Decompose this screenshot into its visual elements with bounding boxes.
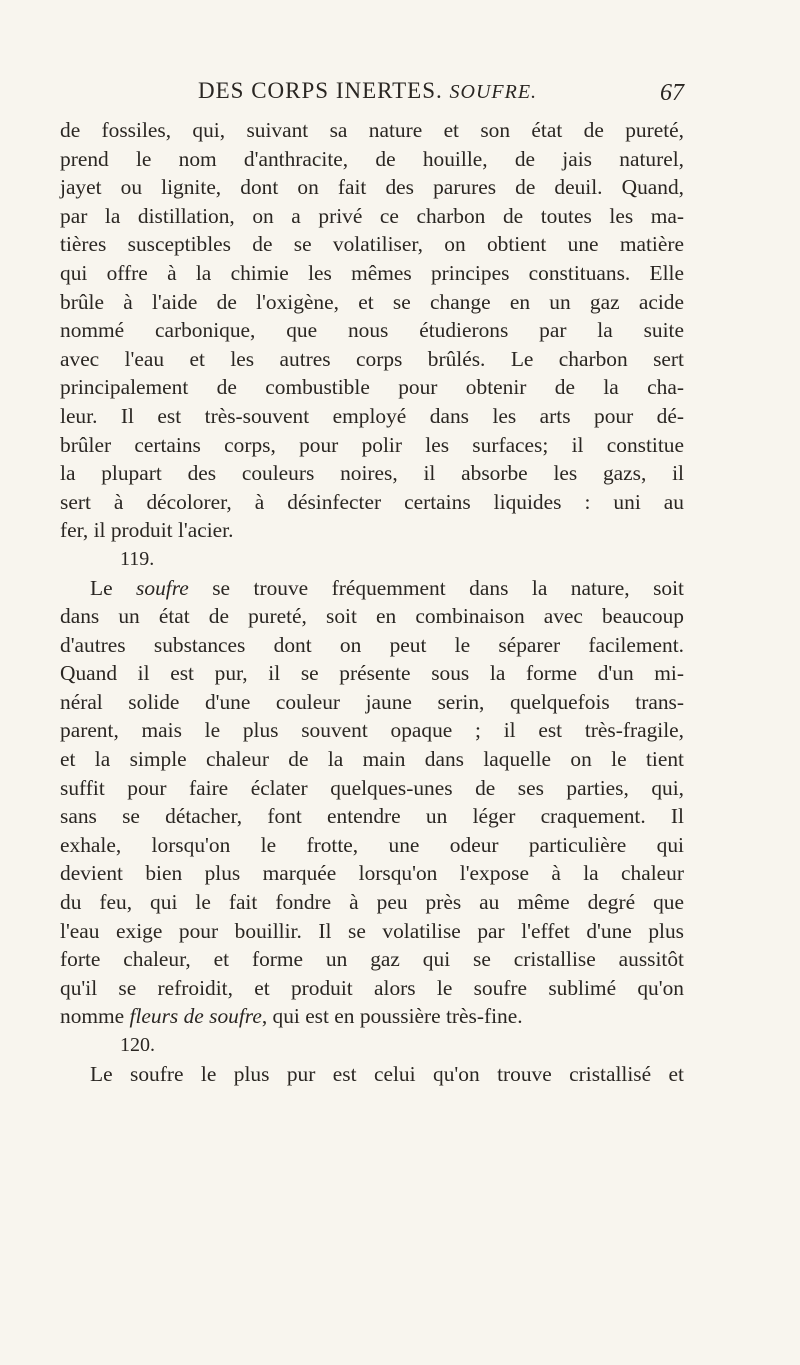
text-segment: nomme [60, 1004, 130, 1029]
page-header [58, 78, 684, 110]
paragraph-soufre-cristallise [60, 1060, 684, 1089]
running-head [198, 78, 537, 104]
running-head-subject: SOUFRE. [449, 81, 538, 103]
text-line: brûle à l'aide de l'oxigène, et se change en un gaz acide [60, 289, 684, 314]
text-line: brûler certains corps, pour polir les surfaces; il constitue [60, 432, 684, 457]
text-line [60, 1002, 684, 1031]
text-line: qu'il se refroidit, et produit alors le soufre sublimé qu'on [60, 975, 684, 1000]
paragraph-charbon [60, 116, 684, 545]
text-line: fer, il produit l'acier. [60, 518, 234, 543]
text-line: devient bien plus marquée lorsqu'on l'expose à la chaleur [60, 861, 684, 886]
text-line: l'eau exige pour bouillir. Il se volatilise par l'effet d'une plus [60, 918, 684, 943]
italic-term-fleurs-de-soufre: fleurs de soufre [129, 1004, 262, 1029]
text-line: principalement de combustible pour obtenir de la cha- [60, 375, 684, 400]
text-line: d'autres substances dont on peut le séparer facilement. [60, 632, 684, 657]
italic-term-soufre: soufre [136, 575, 189, 600]
text-line: et la simple chaleur de la main dans laquelle on le tient [60, 747, 684, 772]
text-line: par la distillation, on a privé ce charbon de toutes les ma- [60, 203, 684, 228]
text-line: nommé carbonique, que nous étudierons par la suite [60, 318, 684, 343]
text-line: qui offre à la chimie les mêmes principes constituans. Elle [60, 260, 684, 285]
text-line: de fossiles, qui, suivant sa nature et son état de pureté, [60, 118, 684, 142]
text-line: jayet ou lignite, dont on fait des parures de deuil. Quand, [60, 175, 684, 200]
text-line [60, 574, 684, 603]
section-number-120: 120. [120, 1034, 155, 1056]
text-line: dans un état de pureté, soit en combinaison avec beaucoup [60, 604, 684, 629]
text-line: leur. Il est très-souvent employé dans les arts pour dé- [60, 403, 684, 428]
text-line: sert à décolorer, à désinfecter certains liquides : uni au [60, 489, 684, 514]
running-head-title: DES CORPS INERTES. [198, 78, 443, 103]
text-line: tières susceptibles de se volatiliser, on obtient une matière [60, 232, 684, 257]
text-line: suffit pour faire éclater quelques-unes de ses parties, qui, [60, 775, 684, 800]
text-line: exhale, lorsqu'on le frotte, une odeur particulière qui [60, 832, 684, 857]
text-line: du feu, qui le fait fondre à peu près au même degré que [60, 890, 684, 915]
text-line: forte chaleur, et forme un gaz qui se cristallise aussitôt [60, 947, 684, 972]
paragraph-soufre [60, 574, 684, 1032]
text-line: prend le nom d'anthracite, de houille, de jais naturel, [60, 146, 684, 171]
text-segment: Le [90, 575, 137, 600]
text-line: la plupart des couleurs noires, il absorbe les gazs, il [60, 461, 684, 486]
text-segment: se trouve fréquemment dans la nature, soit [188, 575, 684, 600]
text-line: Quand il est pur, il se présente sous la forme d'un mi- [60, 661, 684, 686]
text-line: avec l'eau et les autres corps brûlés. Le charbon sert [60, 346, 684, 371]
page-number: 67 [660, 80, 684, 106]
section-number-119: 119. [120, 547, 155, 570]
text-line: sans se détacher, font entendre un léger craquement. Il [60, 804, 684, 829]
body-text [60, 116, 684, 1088]
text-line: parent, mais le plus souvent opaque ; il est très-fragile, [60, 718, 684, 743]
text-line: Le soufre le plus pur est celui qu'on trouve cristallisé et [90, 1061, 684, 1086]
text-line: néral solide d'une couleur jaune serin, quelquefois trans- [60, 689, 684, 714]
text-segment: , qui est en poussière très-fine. [261, 1004, 523, 1029]
